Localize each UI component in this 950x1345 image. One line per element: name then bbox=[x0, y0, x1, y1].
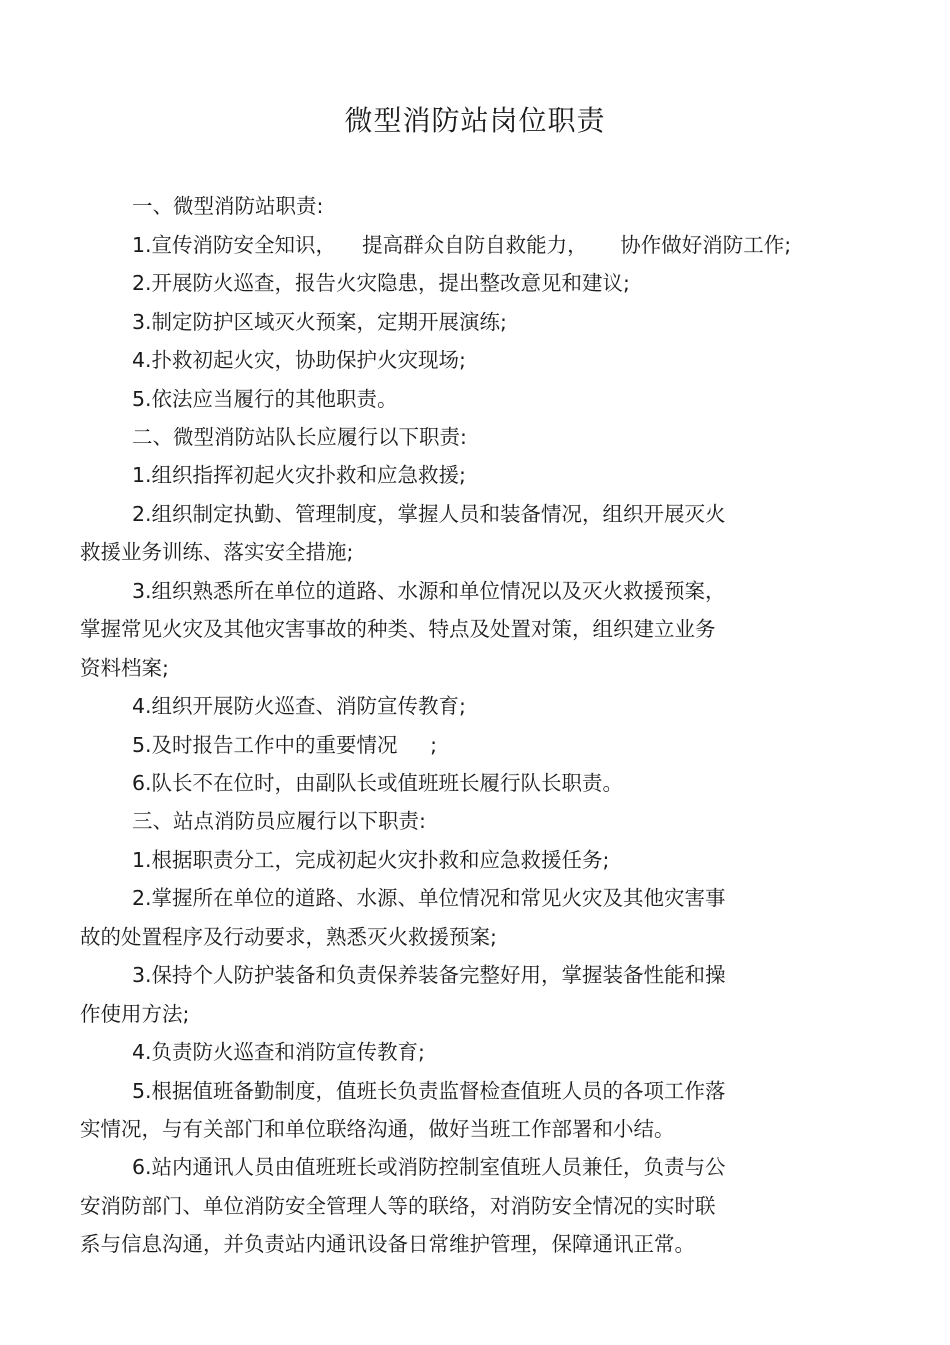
list-item-continued: 救援业务训练、落实安全措施; bbox=[80, 540, 354, 564]
list-item: 2.组织制定执勤、管理制度，掌握人员和装备情况，组织开展灭火 bbox=[132, 502, 726, 526]
list-item: 4.负责防火巡查和消防宣传教育; bbox=[132, 1040, 425, 1064]
list-item: 6.站内通讯人员由值班班长或消防控制室值班人员兼任，负责与公 bbox=[132, 1155, 726, 1179]
list-item-continued: 资料档案; bbox=[80, 656, 169, 680]
list-item: 1.根据职责分工，完成初起火灾扑救和应急救援任务; bbox=[132, 848, 610, 872]
list-item: 3.制定防护区域灭火预案，定期开展演练; bbox=[132, 310, 507, 334]
section-heading-3: 三、站点消防员应履行以下职责: bbox=[132, 809, 426, 833]
list-item: 2.开展防火巡查，报告火灾隐患，提出整改意见和建议; bbox=[132, 271, 630, 295]
list-item: 2.掌握所在单位的道路、水源、单位情况和常见火灾及其他灾害事 bbox=[132, 886, 726, 910]
list-item: 4.扑救初起火灾，协助保护火灾现场; bbox=[132, 348, 466, 372]
list-item-continued: 作使用方法; bbox=[80, 1002, 190, 1026]
list-item-continued: 故的处置程序及行动要求，熟悉灭火救援预案; bbox=[80, 925, 497, 949]
list-item-continued: 实情况，与有关部门和单位联络沟通，做好当班工作部署和小结。 bbox=[80, 1117, 675, 1141]
list-item: 5.及时报告工作中的重要情况 ; bbox=[132, 733, 438, 757]
list-item: 1.组织指挥初起火灾扑救和应急救援; bbox=[132, 463, 466, 487]
list-item-continued: 安消防部门、单位消防安全管理人等的联络，对消防安全情况的实时联 bbox=[80, 1194, 716, 1218]
list-item: 3.保持个人防护装备和负责保养装备完整好用，掌握装备性能和操 bbox=[132, 963, 726, 987]
section-heading-2: 二、微型消防站队长应履行以下职责: bbox=[132, 425, 467, 449]
list-item-continued: 系与信息沟通，并负责站内通讯设备日常维护管理，保障通讯正常。 bbox=[80, 1232, 695, 1256]
list-item: 5.依法应当履行的其他职责。 bbox=[132, 387, 398, 411]
list-item: 6.队长不在位时，由副队长或值班班长履行队长职责。 bbox=[132, 771, 624, 795]
page-title: 微型消防站岗位职责 bbox=[344, 104, 606, 137]
list-item: 3.组织熟悉所在单位的道路、水源和单位情况以及灭火救援预案， bbox=[132, 579, 726, 603]
list-item: 4.组织开展防火巡查、消防宣传教育; bbox=[132, 694, 466, 718]
list-item: 5.根据值班备勤制度，值班长负责监督检查值班人员的各项工作落 bbox=[132, 1079, 726, 1103]
list-item-continued: 掌握常见火灾及其他灾害事故的种类、特点及处置对策，组织建立业务 bbox=[80, 617, 716, 641]
section-heading-1: 一、微型消防站职责: bbox=[132, 194, 324, 218]
list-item: 1.宣传消防安全知识， 提高群众自防自救能力， 协作做好消防工作; bbox=[132, 233, 792, 257]
